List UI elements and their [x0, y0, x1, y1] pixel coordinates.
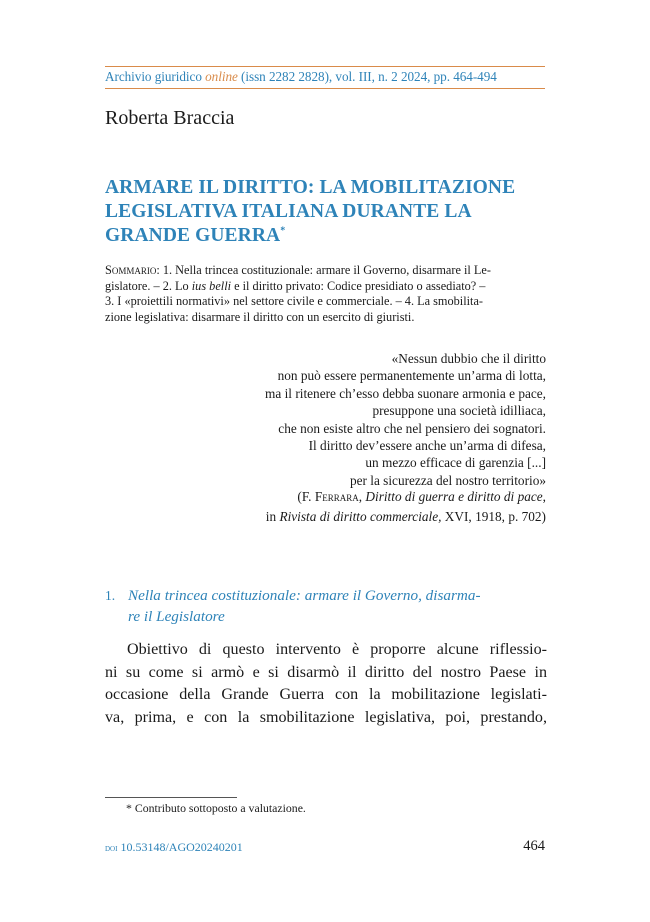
section-heading [105, 585, 547, 627]
title-footnote-mark: * [280, 225, 286, 237]
citation-text: in [265, 509, 280, 524]
summary-italic: ius belli [191, 278, 232, 293]
doi-value: 10.53148/AGO20240201 [117, 840, 243, 854]
author-name: Roberta Braccia [105, 107, 235, 129]
article-title [105, 176, 550, 248]
epigraph-line: ma il ritenere ch’esso debba suonare armonia e pace, [265, 385, 546, 401]
body-line: occasione della Grande Guerra con la mobilitazione legislati- [105, 686, 547, 703]
doi-link[interactable] [105, 840, 243, 855]
summary-text: : 1. Nella trincea costituzionale: armare il Governo, disarmare il Le- [156, 263, 491, 277]
footnote: * Contributo sottoposto a valutazione. [126, 801, 306, 815]
epigraph-line: presuppone una società idilliaca, [372, 403, 546, 419]
citation-journal: Rivista di diritto commerciale, [279, 509, 442, 524]
citation-line [126, 507, 546, 527]
doi-label: doi [105, 843, 118, 854]
epigraph-quote [126, 350, 546, 489]
summary-text: gislatore. – 2. Lo [105, 278, 192, 293]
citation-author: Ferrara [314, 489, 359, 504]
title-line: ARMARE IL DIRITTO: LA MOBILITAZIONE [105, 177, 516, 198]
header-rule-top [105, 66, 545, 67]
section-title-line: re il Legislatore [128, 608, 225, 625]
citation-text: (F. [297, 489, 315, 504]
body-line: va, prima, e con la smobilitazione legislativa, poi, prestando, [105, 708, 547, 726]
citation-line [126, 487, 546, 507]
footnote-rule [105, 797, 237, 798]
section-title [128, 585, 547, 627]
epigraph-line: un mezzo efficace di garenzia [...] [365, 455, 546, 471]
summary [105, 263, 547, 325]
epigraph-line: per la sicurezza del nostro territorio» [349, 472, 546, 488]
body-line: ni su come si armò e si disarmò il diritto del nostro Paese in [105, 663, 547, 681]
summary-line: zione legislativa: disarmare il diritto con un esercito di giuristi. [105, 309, 415, 324]
summary-label: Sommario [105, 263, 157, 277]
journal-online-label: online [205, 69, 238, 84]
journal-issue-info: (issn 2282 2828), vol. III, n. 2 2024, pp. 464-494 [237, 69, 497, 84]
title-line: GRANDE GUERRA [105, 225, 281, 246]
epigraph-line: che non esiste altro che nel pensiero dei sognatori. [278, 420, 546, 436]
journal-header [105, 69, 545, 85]
body-line: Obiettivo di questo intervento è proporre alcune riflessio- [127, 641, 547, 658]
summary-text: e il diritto privato: Codice presidiato o assediato? – [231, 278, 486, 293]
summary-line [105, 279, 547, 295]
citation-text: XVI, 1918, p. 702) [441, 509, 546, 524]
section-number: 1. [105, 588, 116, 603]
citation-work: Diritto di guerra e diritto di pace [365, 489, 543, 504]
page-number: 464 [523, 838, 545, 854]
epigraph-line: Il diritto dev’essere anche un’arma di difesa, [308, 438, 546, 454]
epigraph-line: non può essere permanentemente un’arma di lotta, [277, 368, 546, 384]
section-title-line: Nella trincea costituzionale: armare il Governo, disarma- [128, 587, 481, 604]
epigraph-line: «Nessun dubbio che il diritto [391, 351, 546, 366]
title-line: LEGISLATIVA ITALIANA DURANTE LA [105, 201, 472, 222]
body-paragraph [105, 639, 547, 729]
citation-text: , [542, 489, 546, 504]
journal-name: Archivio giuridico [105, 69, 206, 84]
header-rule-bottom [105, 88, 545, 89]
epigraph-citation [126, 487, 546, 527]
citation-text: , [358, 489, 366, 504]
summary-line [105, 263, 547, 279]
summary-line: 3. I «proiettili normativi» nel settore civile e commerciale. – 4. La smobilita- [105, 294, 484, 308]
